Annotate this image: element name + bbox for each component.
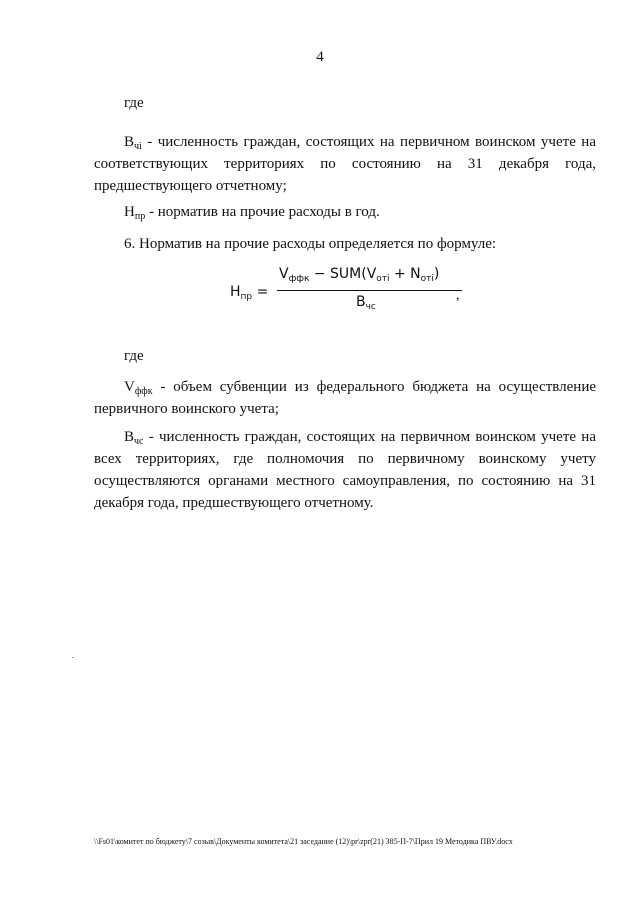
definition-n-pr <box>94 201 596 223</box>
definition-v-ffk <box>94 376 596 420</box>
formula-equals: = <box>256 284 269 300</box>
formula-intro <box>94 233 596 255</box>
fraction-bar <box>277 290 462 291</box>
symbol-b-chs-sub: чс <box>134 436 144 447</box>
formula-den-symbol: B <box>356 294 366 310</box>
formula-denominator <box>356 294 376 310</box>
where-label-1 <box>94 92 596 114</box>
formula-num-v: V <box>279 266 289 282</box>
where-text-1: где <box>124 95 144 111</box>
formula-num-v-sub: ффк <box>288 274 310 284</box>
definition-b-chs-text: - численность граждан, состоящих на первичном воинском учете на всех территориях, где полномочия по первичному воинскому учету осуществляются органами местного самоуправления, по состоянию на 31 декабря года, предшествующего отчетному. <box>94 429 596 511</box>
formula-lhs-symbol: Н <box>230 284 241 300</box>
formula-num-mid: − SUM(V <box>309 266 377 282</box>
symbol-b: B <box>124 134 135 150</box>
formula-lhs <box>230 284 268 300</box>
formula-numerator <box>279 266 439 282</box>
formula-intro-text: 6. Норматив на прочие расходы определяется по формуле: <box>124 236 497 252</box>
symbol-n-sub: пр <box>134 211 146 222</box>
formula-num-close: ) <box>433 266 440 282</box>
formula-lhs-sub: пр <box>240 292 253 302</box>
formula-num-plus: + N <box>389 266 421 282</box>
definition-b-chi <box>94 131 596 197</box>
where-label-2 <box>94 345 596 367</box>
formula-num-n-sub: отi <box>420 274 434 284</box>
formula-comma: , <box>456 288 460 303</box>
page-number: 4 <box>316 49 324 65</box>
definition-v-ffk-text: - объем субвенции из федерального бюджета на осуществление первичного воинского учета; <box>94 379 596 417</box>
symbol-n: Н <box>124 204 135 220</box>
formula <box>230 266 480 326</box>
formula-num-v2-sub: отi <box>376 274 390 284</box>
definition-n-pr-text: - норматив на прочие расходы в год. <box>145 204 380 220</box>
footer-file-path: \\Fs01\комитет по бюджету\7 созыв\Документы комитета\21 заседание (12)\pr\zpr(21) 385-П-7\Прил 19 Методика ПВУ.docx <box>94 837 513 846</box>
scan-speck <box>72 657 74 658</box>
definition-b-chi-text: - численность граждан, состоящих на первичном воинском учете на соответствующих территориях по состоянию на 31 декабря года, предшествующего отчетному; <box>94 134 596 194</box>
definition-b-chs <box>94 426 596 514</box>
symbol-v-sub: ффк <box>134 386 153 397</box>
formula-den-sub: чс <box>365 302 376 312</box>
symbol-v: V <box>124 379 135 395</box>
symbol-b-sub: чi <box>134 141 142 152</box>
symbol-b-chs: B <box>124 429 135 445</box>
where-text-2: где <box>124 348 144 364</box>
